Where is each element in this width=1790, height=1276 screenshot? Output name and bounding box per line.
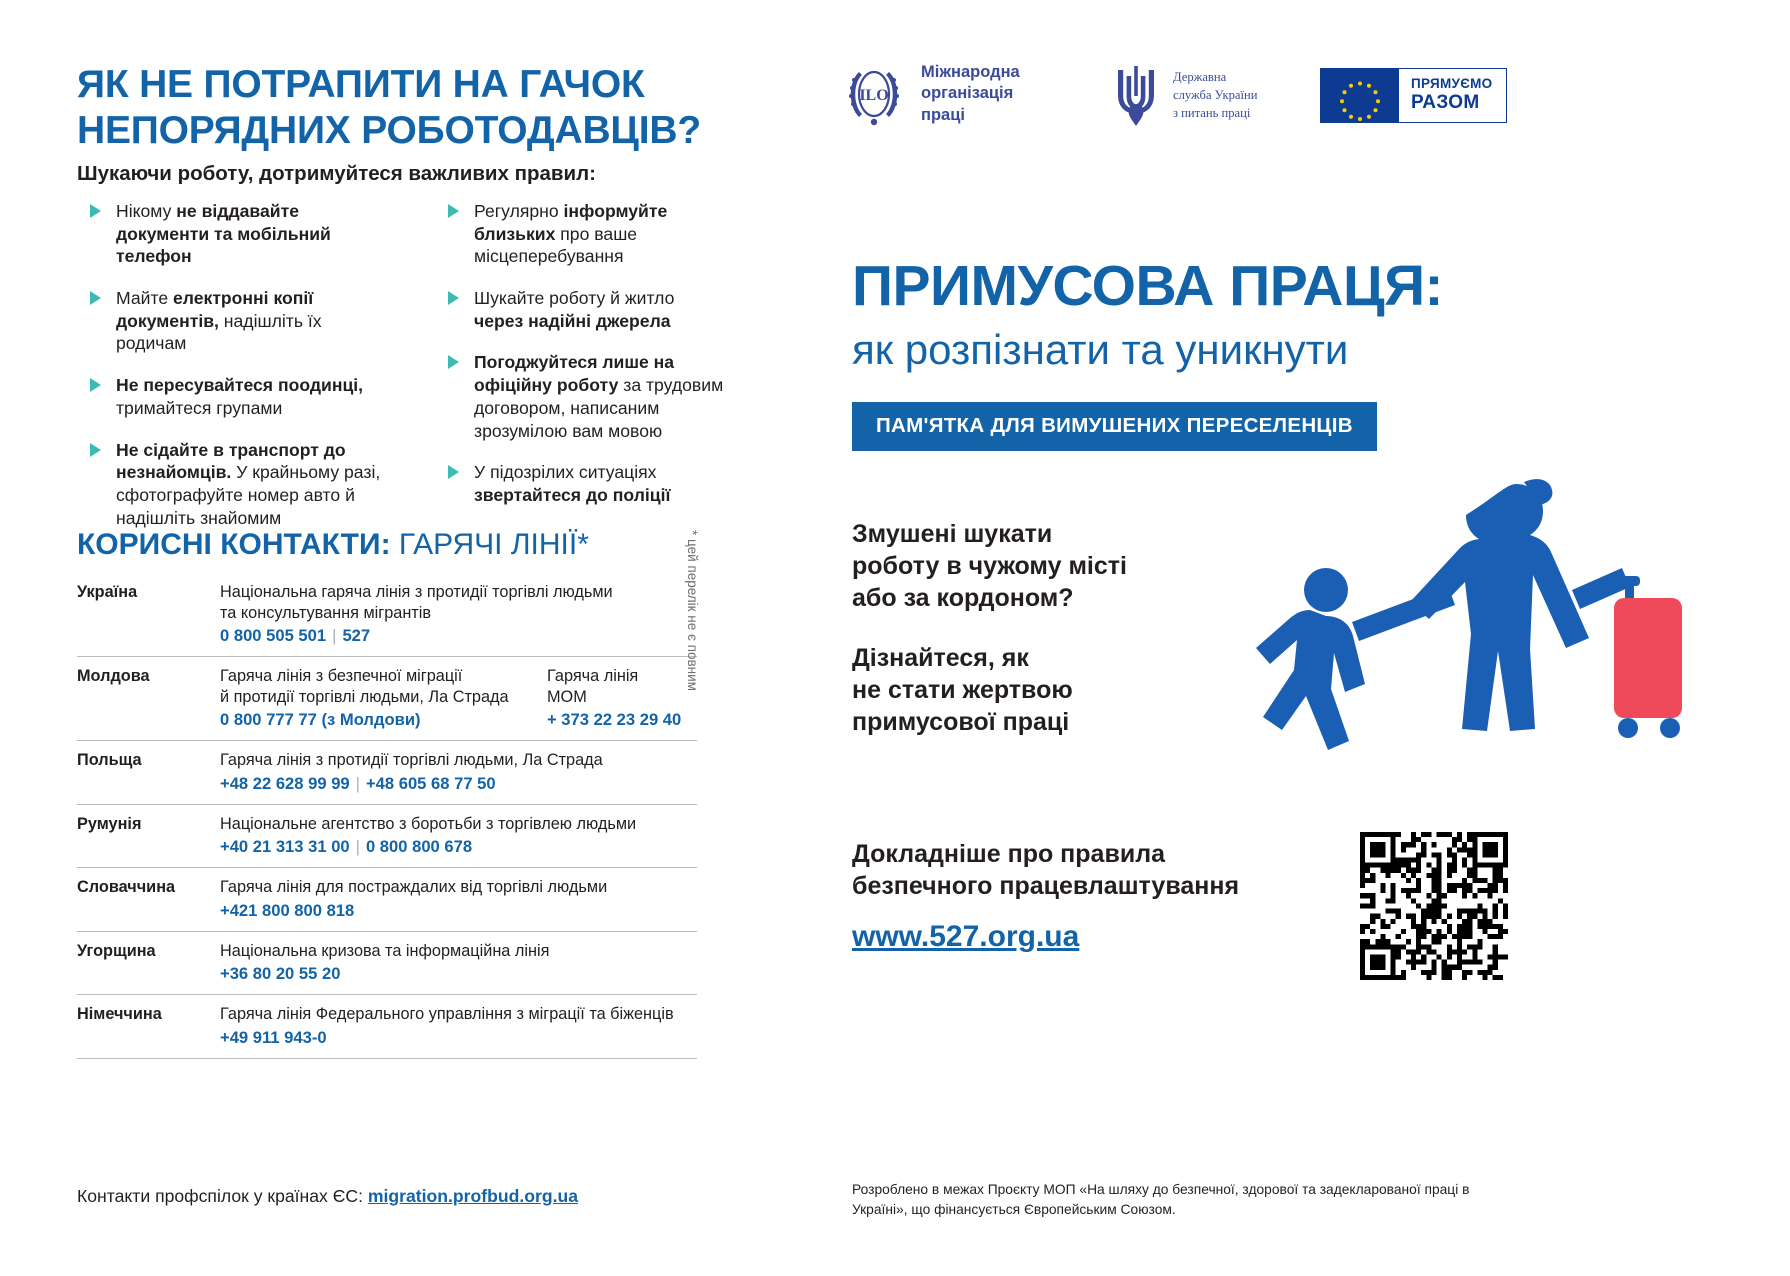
bullet-triangle-icon: [90, 204, 101, 218]
rule-bullet: [444, 351, 724, 442]
left-heading-line-2: НЕПОРЯДНИХ РОБОТОДАВЦІВ?: [77, 108, 701, 152]
bullet-triangle-icon: [90, 378, 101, 392]
ilo-abbrev-text: ILO: [859, 87, 889, 104]
rule-bullet-text: Майте електронні копії документів, надішліть їх родичам: [116, 288, 322, 354]
gov-labour-logo: [1112, 64, 1257, 128]
tryzub-icon: [1112, 64, 1160, 128]
contact-body: [220, 750, 697, 794]
contact-main: [220, 666, 537, 730]
gov-logo-text: Державна служба України з питань праці: [1173, 70, 1258, 120]
eu-together-logo: [1320, 68, 1507, 123]
contact-phone[interactable]: +48 22 628 99 99 | +48 605 68 77 50: [220, 773, 496, 793]
main-subtitle: як розпізнати та уникнути: [852, 326, 1349, 373]
contact-country: Німеччина: [77, 1005, 162, 1024]
eu-logo-text-small: ПРЯМУЄМО: [1411, 76, 1493, 91]
contact-country: Угорщина: [77, 941, 156, 960]
unions-footer: [77, 1186, 578, 1207]
rules-column-left: [86, 200, 396, 548]
contact-phone[interactable]: +421 800 800 818: [220, 900, 355, 920]
qr-code[interactable]: [1360, 832, 1508, 980]
phone-separator: |: [355, 773, 360, 793]
contacts-heading: [77, 528, 589, 562]
contact-phone[interactable]: +36 80 20 55 20: [220, 964, 341, 984]
suitcase-icon: [1614, 576, 1682, 738]
unions-footer-label: Контакти профспілок у країнах ЄС:: [77, 1186, 368, 1206]
contact-main: [220, 814, 697, 858]
contact-body: [220, 666, 697, 730]
contact-row: [77, 741, 697, 805]
contacts-sidenote: * цей перелік не є повним: [685, 530, 700, 691]
contact-phone[interactable]: 0 800 505 501 | 527: [220, 626, 371, 646]
contact-row: [77, 805, 697, 869]
contact-description: Гаряча лінія з протидії торгівлі людьми, Ла Страда: [220, 751, 603, 770]
contact-country: Україна: [77, 583, 138, 601]
question-paragraph-1: Змушені шукати роботу в чужому місті або за кордоном?: [852, 520, 1127, 612]
question-paragraph-2: Дізнайтеся, як не стати жертвою примусової праці: [852, 644, 1073, 736]
eu-flag-icon: [1321, 69, 1399, 122]
rule-bullet: [444, 461, 724, 506]
contact-description: Гаряча лінія Федерального управління з міграції та біженців: [220, 1005, 674, 1024]
rule-bullet-text: Шукайте роботу й житло через надійні джерела: [474, 288, 675, 331]
child-figure-icon: [1256, 568, 1365, 750]
contact-description: Гаряча лінія з безпечної міграції й протидії торгівлі людьми, Ла Страда: [220, 667, 509, 706]
contact-main: [220, 750, 697, 794]
main-title: ПРИМУСОВА ПРАЦЯ:: [852, 254, 1444, 318]
eu-logo-box: [1320, 68, 1507, 123]
contact-body: [220, 814, 697, 858]
contacts-table: [77, 578, 697, 1059]
contact-row: [77, 995, 697, 1059]
bullet-triangle-icon: [448, 355, 459, 369]
contact-phone[interactable]: +40 21 313 31 00 | 0 800 800 678: [220, 837, 473, 857]
contact-description: Національна кризова та інформаційна лінія: [220, 941, 550, 960]
contact-secondary: [537, 666, 697, 730]
rule-bullet: [444, 287, 724, 332]
ilo-emblem-icon: [840, 60, 908, 128]
bullet-triangle-icon: [90, 291, 101, 305]
contact-description: Гаряча лінія для постраждалих від торгівлі людьми: [220, 878, 608, 897]
contact-row: [77, 868, 697, 932]
rule-bullet-text: Не сідайте в транспорт до незнайомців. У крайньому разі, сфотографуйте номер авто й надішліть знайомим: [116, 439, 381, 528]
contact-phone[interactable]: +49 911 943-0: [220, 1027, 327, 1047]
eu-logo-text-big: РАЗОМ: [1411, 92, 1480, 114]
contact-body: [220, 1004, 697, 1048]
rule-bullet: [86, 374, 396, 419]
contact-country: Румунія: [77, 814, 142, 833]
rule-bullet: [86, 439, 396, 530]
contact-country: Молдова: [77, 667, 150, 686]
contact-row: [77, 932, 697, 996]
rule-bullet: [444, 200, 724, 268]
rule-bullet-text: Не пересувайтеся поодинці, тримайтеся групами: [116, 375, 364, 418]
ilo-logo-text: Міжнародна організація праці: [921, 63, 1020, 124]
logo-row: [840, 58, 1790, 143]
ilo-logo: [840, 60, 1020, 128]
rule-bullet-text: Погоджуйтеся лише на офіційну роботу за трудовим договором, написаним зрозумілою вам мовою: [474, 352, 724, 441]
unions-footer-link[interactable]: migration.profbud.org.ua: [367, 1186, 578, 1206]
contact-body: [220, 877, 697, 921]
rule-bullet-text: У підозрілих ситуаціях звертайтеся до поліції: [474, 462, 671, 505]
more-info-url[interactable]: www.527.org.ua: [852, 920, 1080, 953]
bullet-triangle-icon: [448, 204, 459, 218]
contact-row: [77, 657, 697, 741]
left-lead-text: Шукаючи роботу, дотримуйтеся важливих правил:: [77, 162, 596, 185]
rules-column-right: [444, 200, 724, 526]
contact-body: [220, 582, 697, 646]
rule-bullet: [86, 287, 396, 355]
contact-phone[interactable]: 0 800 777 77 (з Молдови): [220, 710, 421, 730]
audience-badge: ПАМ'ЯТКА ДЛЯ ВИМУШЕНИХ ПЕРЕСЕЛЕНЦІВ: [852, 402, 1377, 451]
phone-separator: |: [332, 626, 337, 646]
contact-country: Польща: [77, 751, 142, 770]
contact-description: Національна гаряча лінія з протидії торгівлі людьми та консультування мігрантів: [220, 583, 613, 622]
contact-main: [220, 582, 697, 646]
contact-secondary-phone[interactable]: + 373 22 23 29 40: [547, 710, 682, 730]
phone-separator: |: [355, 837, 360, 857]
more-info-block: [852, 838, 1352, 956]
rule-bullet-text: Регулярно інформуйте близьких про ваше місцеперебування: [474, 201, 668, 267]
contact-row: [77, 578, 697, 657]
contact-secondary-description: Гаряча лінія МОМ: [547, 667, 639, 706]
right-panel: [840, 0, 1790, 1276]
contacts-heading-strong: КОРИСНІ КОНТАКТИ:: [77, 528, 391, 561]
eu-logo-text: [1411, 76, 1506, 115]
contact-description: Національне агентство з боротьби з торгівлею людьми: [220, 814, 637, 833]
more-info-text: Докладніше про правила безпечного працевлаштування: [852, 840, 1240, 900]
bullet-triangle-icon: [90, 443, 101, 457]
contact-main: [220, 1004, 697, 1048]
rule-bullet: [86, 200, 396, 268]
contact-main: [220, 877, 697, 921]
rule-bullet-text: Нікому не віддавайте документи та мобільний телефон: [116, 201, 331, 267]
bullet-triangle-icon: [448, 291, 459, 305]
contact-country: Словаччина: [77, 878, 176, 897]
bullet-triangle-icon: [448, 465, 459, 479]
contact-body: [220, 941, 697, 985]
left-panel: [0, 0, 840, 1276]
contacts-heading-light: ГАРЯЧІ ЛІНІЇ*: [398, 528, 589, 561]
contact-main: [220, 941, 697, 985]
left-heading-line-1: ЯК НЕ ПОТРАПИТИ НА ГАЧОК: [77, 63, 645, 106]
left-heading: [77, 62, 717, 153]
project-footer-note: Розроблено в межах Проєкту МОП «На шляху до безпечної, здорової та задекларованої праці в Україні», що фінансується Європейським Союзом.: [852, 1182, 1470, 1217]
family-with-suitcase-illustration: [1120, 470, 1780, 790]
